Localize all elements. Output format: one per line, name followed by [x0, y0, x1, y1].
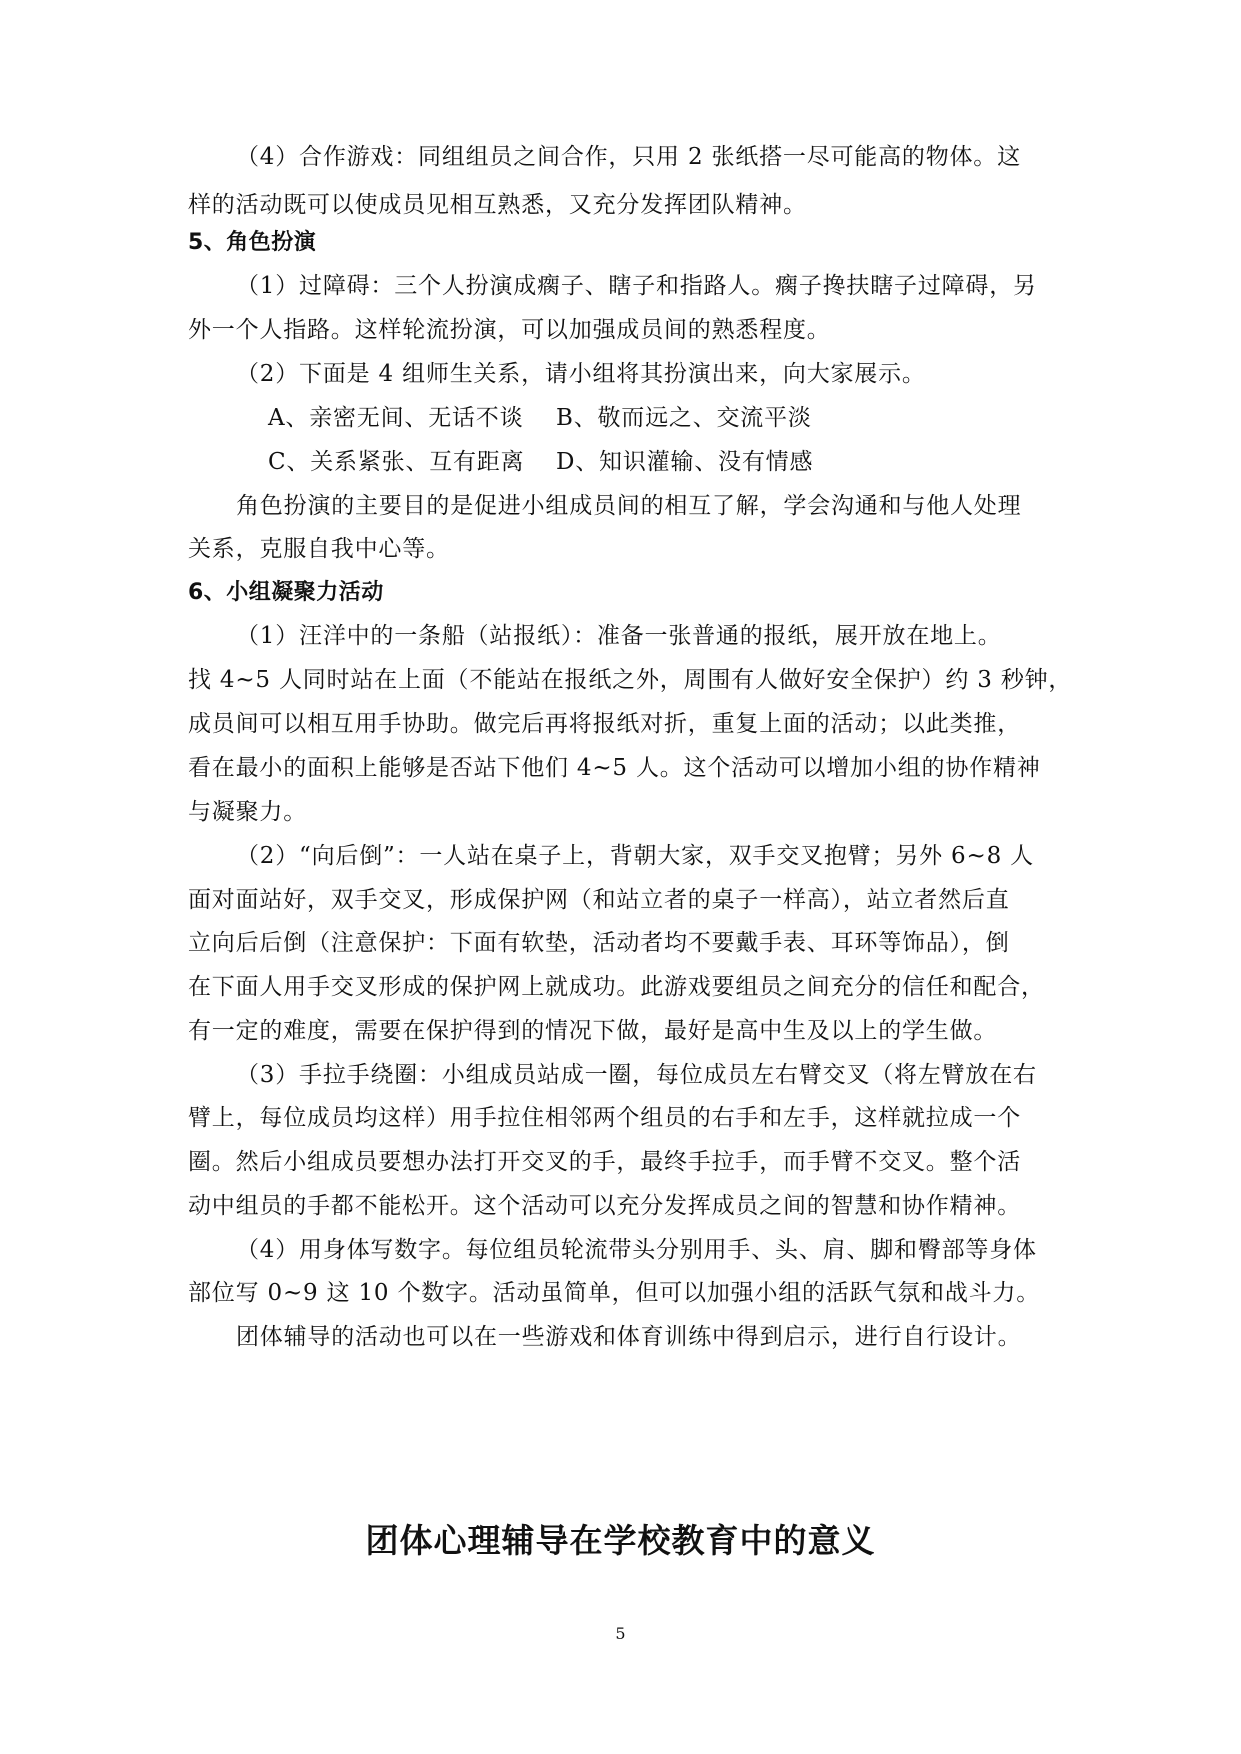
paragraph-line: 样的活动既可以使成员见相互熟悉，又充分发挥团队精神。	[188, 192, 807, 218]
option-d: D、知识灌输、没有情感	[556, 449, 814, 475]
option-c: C、关系紧张、互有距离	[268, 449, 525, 475]
paragraph-line: （4）用身体写数字。每位组员轮流带头分别用手、头、肩、脚和臀部等身体	[236, 1237, 1037, 1263]
paragraph-line: 关系，克服自我中心等。	[188, 536, 450, 562]
paragraph-line: 与凝聚力。	[188, 799, 307, 825]
paragraph-line: （4）合作游戏：同组组员之间合作，只用 2 张纸搭一尽可能高的物体。这	[236, 144, 1021, 170]
section-heading-cohesion: 6、小组凝聚力活动	[188, 580, 384, 605]
paragraph-line: 立向后后倒（注意保护：下面有软垫，活动者均不要戴手表、耳环等饰品），倒	[188, 930, 1010, 956]
paragraph-line: 外一个人指路。这样轮流扮演，可以加强成员间的熟悉程度。	[188, 317, 831, 343]
page-number: 5	[615, 1624, 626, 1643]
paragraph-line: 臂上，每位成员均这样）用手拉住相邻两个组员的右手和左手，这样就拉成一个	[188, 1105, 1021, 1131]
paragraph-line: （1）汪洋中的一条船（站报纸）：准备一张普通的报纸，展开放在地上。	[236, 623, 1002, 649]
paragraph-line: 在下面人用手交叉形成的保护网上就成功。此游戏要组员之间充分的信任和配合，	[188, 974, 1045, 1000]
paragraph-line: 成员间可以相互用手协助。做完后再将报纸对折，重复上面的活动；以此类推，	[188, 711, 1021, 737]
paragraph-line: 圈。然后小组成员要想办法打开交叉的手，最终手拉手，而手臂不交叉。整个活	[188, 1149, 1021, 1175]
paragraph-line: 团体辅导的活动也可以在一些游戏和体育训练中得到启示，进行自行设计。	[236, 1324, 1022, 1350]
section-title: 团体心理辅导在学校教育中的意义	[365, 1521, 876, 1560]
paragraph-line: 面对面站好，双手交叉，形成保护网（和站立者的桌子一样高），站立者然后直	[188, 887, 1010, 913]
paragraph-line: （1）过障碍：三个人扮演成瘸子、瞎子和指路人。瘸子搀扶瞎子过障碍，另	[236, 273, 1037, 299]
paragraph-line: （3）手拉手绕圈：小组成员站成一圈，每位成员左右臂交叉（将左臂放在右	[236, 1062, 1037, 1088]
paragraph-line: 有一定的难度，需要在保护得到的情况下做，最好是高中生及以上的学生做。	[188, 1018, 998, 1044]
paragraph-line: （2）下面是 4 组师生关系，请小组将其扮演出来，向大家展示。	[236, 361, 926, 387]
paragraph-line: 角色扮演的主要目的是促进小组成员间的相互了解，学会沟通和与他人处理	[236, 493, 1022, 519]
paragraph-line: 部位写 0~9 这 10 个数字。活动虽简单，但可以加强小组的活跃气氛和战斗力。	[188, 1280, 1041, 1306]
option-a: A、亲密无间、无话不谈	[268, 405, 524, 431]
paragraph-line: 找 4~5 人同时站在上面（不能站在报纸之外，周围有人做好安全保护）约 3 秒钟，	[188, 667, 1073, 693]
paragraph-line: 看在最小的面积上能够是否站下他们 4~5 人。这个活动可以增加小组的协作精神	[188, 755, 1041, 781]
section-heading-role-play: 5、角色扮演	[188, 230, 317, 255]
paragraph-line: 动中组员的手都不能松开。这个活动可以充分发挥成员之间的智慧和协作精神。	[188, 1193, 1021, 1219]
paragraph-line: （2）“向后倒”：一人站在桌子上，背朝大家，双手交叉抱臂；另外 6~8 人	[236, 843, 1034, 869]
option-b: B、敬而远之、交流平淡	[556, 405, 812, 431]
